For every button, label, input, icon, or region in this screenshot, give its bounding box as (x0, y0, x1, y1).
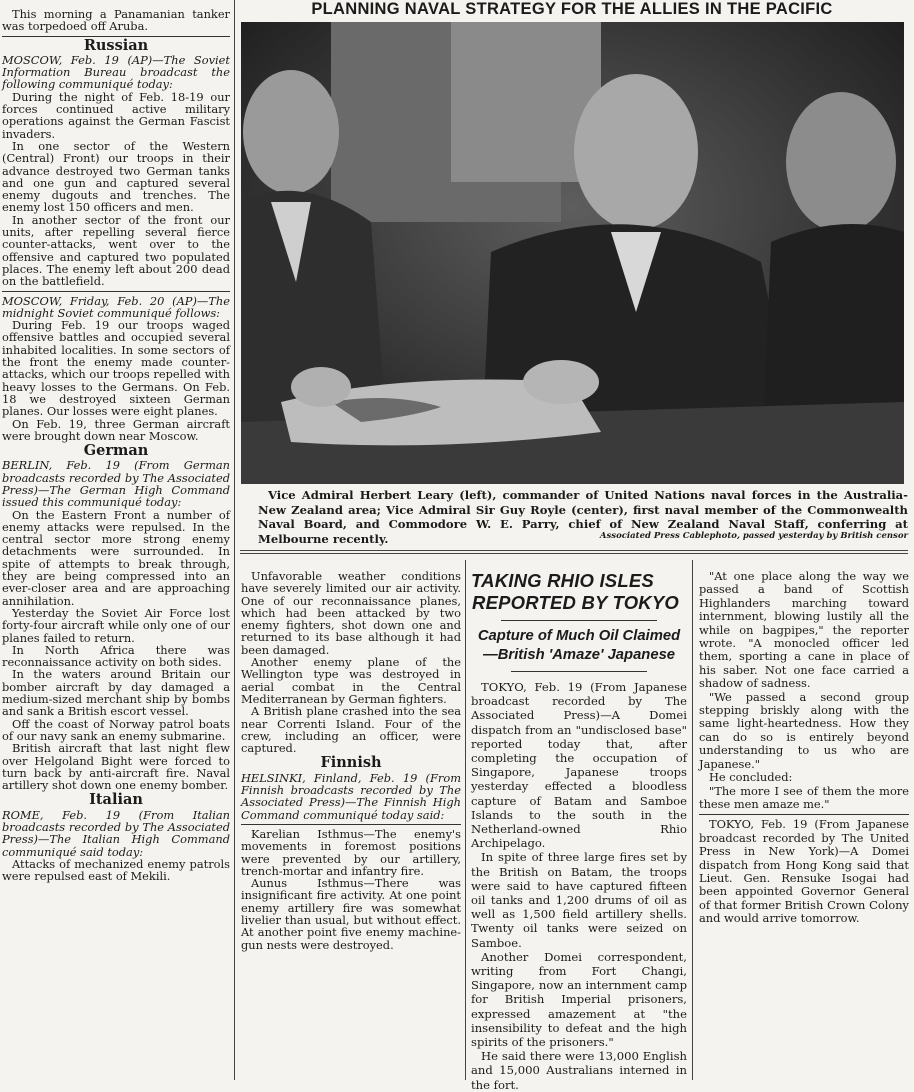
paragraph: TOKYO, Feb. 19 (From Japanese broadcast recorded by The Associated Press)—A Domei dispatch from an "undisclosed base" reported today that, after completing the occupation of Singapore, Japanese troops yesterday effected a bloodless capture of Batam and Samboe Islands to the south in the Netherland-owned Rhio Archipelago. (471, 680, 687, 851)
paragraph: In another sector of the front our units, after repelling several fierce counter-attacks, went over to the offensive and captured two populated places. The enemy left about 200 dead on the battlefield. (2, 212, 230, 289)
story-deck-line1: Capture of Much Oil Claimed (477, 628, 681, 644)
paragraph: Attacks of mechanized enemy patrols were repulsed east of Mekili. (2, 856, 230, 884)
paragraph: He said there were 13,000 English and 15,000 Australians interned in the fort. (471, 1049, 687, 1092)
paragraph: Another enemy plane of the Wellington type was destroyed in aerial combat in the Central Mediterranean by German fighters. (241, 655, 461, 706)
photo-image (241, 22, 904, 484)
paragraph: Off the coast of Norway patrol boats of our navy sank an enemy submarine. (2, 716, 230, 743)
paragraph: TOKYO, Feb. 19 (From Japanese broadcast recorded by The United Press in New York)—A Domei dispatch from Hong Kong said that Lieut. Gen. Rensuke Isogai had been appointed Governor General of that former British Crown Colony and would arrive tomorrow. (699, 817, 909, 926)
paragraph: He concluded: (709, 770, 793, 785)
paragraph: "At one place along the way we passed a band of Scottish Highlanders marching toward internment, blowing lustily all the while on bagpipes," the reporter wrote. "A monocled officer led them, sporting a cane in place of his saber. Not one face carried a shadow of sadness. (699, 569, 909, 691)
paragraph: Karelian Isthmus—The enemy's movements in foremost positions were prevented by our artillery, trench-mortar and infantry fire. (241, 826, 461, 878)
paragraph: During Feb. 19 our troops waged offensive battles and occupied several inhabited localities. In some sectors of the front the enemy made counter-attacks, which our troops repelled with heavy losses to the Germans. On Feb. 18 we destroyed sixteen German planes. Our losses were eight planes. (2, 318, 230, 419)
photo-caption: Vice Admiral Herbert Leary (left), commander of United Nations naval forces in the Australia-New Zealand area; Vice Admiral Sir Guy Royle (center), first naval member of the Commonwealth Naval Board, and Commodore W. E. Parry, chief of New Zealand Naval Staff, conferring at Melbourne recently. (258, 488, 908, 546)
paragraph: In one sector of the Western (Central) Front) our troops in their advance destroyed two German tanks and one gun and captured several enemy dugouts and trenches. The enemy lost 150 officers and men. (2, 138, 230, 215)
paragraph: Another Domei correspondent, writing from Fort Changi, Singapore, now an internment camp for British Imperial prisoners, expressed amazement at "the insensibility to defeat and the high spirits of the prisoners." (471, 949, 687, 1050)
divider (2, 291, 230, 292)
section-heading-russian: Russian (83, 36, 149, 54)
paragraph: On Feb. 19, three German aircraft were brought down near Moscow. (2, 416, 230, 443)
dateline-moscow-2: MOSCOW, Friday, Feb. 20 (AP)—The midnight Soviet communiqué follows: (2, 293, 230, 320)
column-soviet-german-italian (2, 8, 230, 1080)
dateline-berlin: BERLIN, Feb. 19 (From German broadcasts recorded by The Associated Press)—The German High Command issued this communiqué today: (2, 458, 230, 510)
rule (240, 550, 908, 551)
column-rule (692, 560, 693, 1080)
column-rhio-isles-cont (699, 570, 909, 990)
paragraph: Aunus Isthmus—There was insignificant fire activity. At one point enemy artillery fire was somewhat livelier than usual, but without effect. At another point five enemy machine-gun nests were destroyed. (241, 876, 461, 952)
paragraph: British aircraft that last night flew over Helgoland Bight were forced to turn back by anti-aircraft fire. Naval artillery shot down one enemy bomber. (2, 741, 230, 793)
paragraph: On the Eastern Front a number of enemy attacks were repulsed. In the central sector more strong enemy detachments were surrounded. In spite of attempts to break through, they are being compressed into an ever-closer area and are approaching annihilation. (2, 507, 230, 608)
news-photo (241, 22, 904, 484)
paragraph: In spite of three large fires set by the British on Batam, the troops were said to have captured fifteen oil tanks and 1,200 drums of oil as well as 1,500 field artillery shells. Twenty oil tanks were seized on Samboe. (471, 850, 687, 950)
paragraph: "We passed a second group stepping briskly along with the same light-heartedness. How they can do so is entirely beyond understanding to us who are Japanese." (699, 689, 909, 771)
divider (241, 824, 461, 825)
section-heading-italian: Italian (89, 791, 143, 809)
divider (699, 814, 909, 815)
section-heading-german: German (83, 442, 149, 460)
divider (511, 671, 647, 672)
column-rhio-isles-story (471, 570, 687, 1092)
dateline-rome: ROME, Feb. 19 (From Italian broadcasts recorded by The Associated Press)—The Italian High Command communiqué said today: (2, 807, 230, 859)
paragraph: A British plane crashed into the sea near Correnti Island. Four of the crew, including an officer, were captured. (241, 704, 461, 756)
paragraph: In the waters around Britain our bomber aircraft by day damaged a medium-sized merchant ship by bombs and sank a British escort vessel. (2, 667, 230, 719)
intro-paragraph: This morning a Panamanian tanker was torpedoed off Aruba. (2, 7, 230, 34)
paragraph: "The more I see of them the more these men amaze me." (699, 783, 909, 811)
paragraph: In North Africa there was reconnaissance activity on both sides. (2, 642, 230, 670)
paragraph: Yesterday the Soviet Air Force lost forty-four aircraft while only one of our planes failed to return. (2, 605, 230, 645)
photo-credit: Associated Press Cablephoto, passed yesterday by British censor (599, 531, 908, 541)
story-deck-line2: —British 'Amaze' Japanese (482, 647, 676, 663)
story-headline-line1: TAKING RHIO ISLES (471, 570, 654, 591)
section-heading-finnish: Finnish (320, 754, 382, 772)
column-rule (465, 560, 466, 1080)
dateline-moscow-1: MOSCOW, Feb. 19 (AP)—The Soviet Information Bureau broadcast the following communiqué today: (2, 52, 230, 92)
column-german-cont-finnish (241, 570, 461, 1075)
rule (240, 553, 908, 554)
column-rule (234, 0, 235, 1080)
dateline-helsinki: HELSINKI, Finland, Feb. 19 (From Finnish broadcasts recorded by The Associated Press)—The Finnish High Command communiqué today said: (241, 770, 461, 822)
paragraph: During the night of Feb. 18-19 our forces continued active military operations against the German Fascist invaders. (2, 89, 230, 141)
divider (501, 620, 657, 621)
headline: PLANNING NAVAL STRATEGY FOR THE ALLIES IN THE PACIFIC (311, 0, 833, 18)
story-headline-line2: REPORTED BY TOKYO (472, 592, 679, 613)
paragraph: Unfavorable weather conditions have severely limited our air activity. One of our reconnaissance planes, which had been attacked by two enemy fighters, shot down one and returned to its base although it had been damaged. (241, 569, 461, 657)
